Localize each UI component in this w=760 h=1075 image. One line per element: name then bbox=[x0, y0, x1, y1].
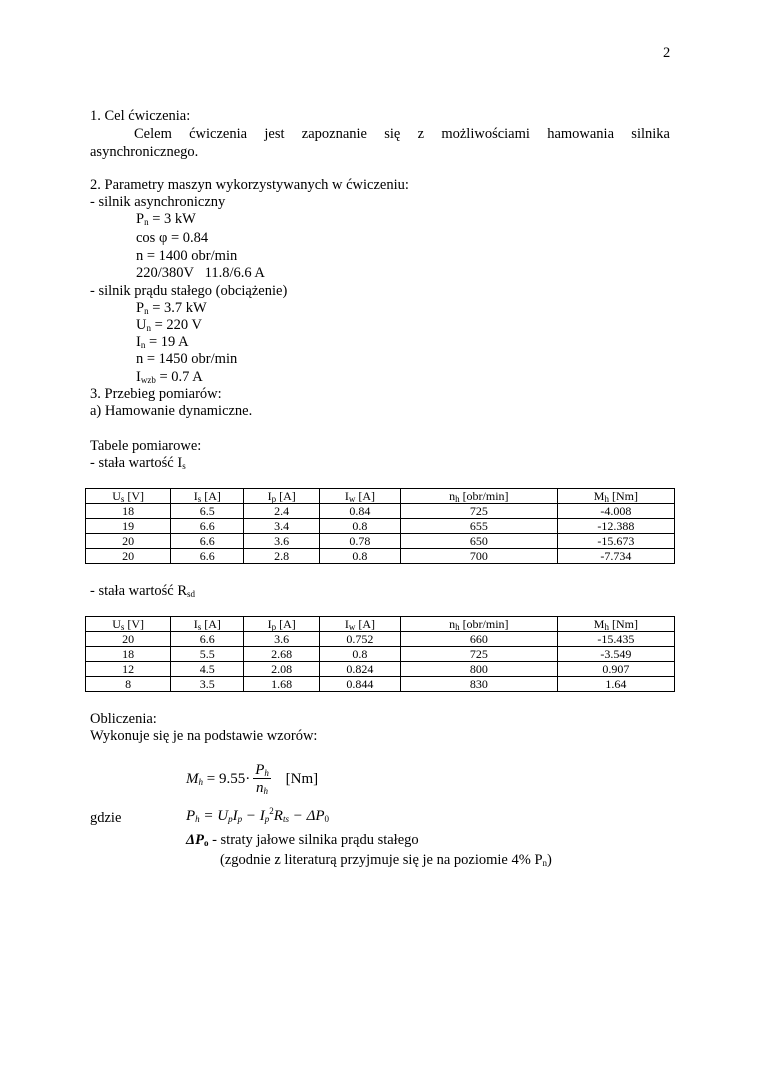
table-cell: 20 bbox=[86, 534, 171, 549]
table-cell: 18 bbox=[86, 504, 171, 519]
table-cell: -15.435 bbox=[557, 632, 674, 647]
table-cell: -4.008 bbox=[557, 504, 674, 519]
motor1-voltage: 220/380V 11.8/6.6 A bbox=[136, 265, 265, 281]
table-cell: 2.8 bbox=[244, 549, 320, 564]
table-header-row bbox=[86, 617, 675, 632]
table-cell: 725 bbox=[400, 504, 557, 519]
section1-word: zapoznanie bbox=[301, 126, 367, 142]
table1-label: - stała wartość $I_s$ bbox=[90, 455, 186, 471]
table-cell: -3.549 bbox=[557, 647, 674, 662]
table-cell: 660 bbox=[400, 632, 557, 647]
table-header-cell: $I_w$ [A] bbox=[320, 489, 401, 504]
table-row bbox=[86, 519, 675, 534]
page-number: 2 bbox=[663, 45, 671, 61]
formula-torque: $M_h = 9.55\cdot$ $\frac{P_h}{n_h}$ [Nm] bbox=[186, 762, 319, 796]
table-header-cell: $n_h$ [obr/min] bbox=[400, 617, 557, 632]
table-cell: 650 bbox=[400, 534, 557, 549]
table-cell: 830 bbox=[400, 677, 557, 692]
table-header-cell: $I_w$ [A] bbox=[320, 617, 401, 632]
section1-word: ćwiczenia bbox=[189, 126, 248, 142]
table-row bbox=[86, 662, 675, 677]
section1-word: silnika bbox=[631, 126, 670, 142]
table-cell: 725 bbox=[400, 647, 557, 662]
table-cell: 20 bbox=[86, 632, 171, 647]
section1-line1 bbox=[90, 125, 670, 143]
table-cell: 3.6 bbox=[244, 534, 320, 549]
table-cell: 5.5 bbox=[171, 647, 244, 662]
motor2-excitation: $I_{wzb} = 0.7$ A bbox=[136, 369, 203, 385]
section1-word: się bbox=[384, 126, 401, 142]
table-cell: 3.6 bbox=[244, 632, 320, 647]
section3-heading: 3. Przebieg pomiarów: bbox=[90, 386, 222, 402]
table-cell: 6.6 bbox=[171, 549, 244, 564]
section3-sub-a: a) Hamowanie dynamiczne. bbox=[90, 403, 253, 419]
table-cell: 6.6 bbox=[171, 534, 244, 549]
table-cell: 20 bbox=[86, 549, 171, 564]
motor2-speed: n = 1450 obr/min bbox=[136, 351, 238, 367]
section1-word: hamowania bbox=[547, 126, 615, 142]
loss-definition: $\Delta P_o$ - straty jałowe silnika prądu stałego bbox=[186, 832, 419, 848]
table-cell: 0.8 bbox=[320, 549, 401, 564]
section1-word: możliwościami bbox=[441, 126, 530, 142]
table-cell: 655 bbox=[400, 519, 557, 534]
table-header-cell: $I_s$ [A] bbox=[171, 489, 244, 504]
table-header-cell: $I_p$ [A] bbox=[244, 489, 320, 504]
table-header-cell: $I_s$ [A] bbox=[171, 617, 244, 632]
loss-note: (zgodnie z literaturą przyjmuje się je na poziomie 4% $P_n$) bbox=[220, 852, 552, 868]
motor2-voltage: $U_n = 220$ V bbox=[136, 317, 202, 333]
table-cell: 0.824 bbox=[320, 662, 401, 677]
table-row bbox=[86, 504, 675, 519]
formula-power: $P_h = U_pI_p - I_p^2R_{ts} - \Delta P_0$ bbox=[186, 806, 330, 824]
table2-label: - stała wartość $R_{sd}$ bbox=[90, 583, 196, 599]
section1-line2: asynchronicznego. bbox=[90, 144, 199, 160]
section1-word: z bbox=[417, 126, 425, 142]
table-header-cell: $U_s$ [V] bbox=[86, 617, 171, 632]
table-cell: 0.844 bbox=[320, 677, 401, 692]
table-cell: 19 bbox=[86, 519, 171, 534]
motor2-current: $I_n = 19$ A bbox=[136, 334, 189, 350]
calc-heading: Obliczenia: bbox=[90, 711, 157, 727]
table-header-cell: $n_h$ [obr/min] bbox=[400, 489, 557, 504]
table-cell: 0.8 bbox=[320, 519, 401, 534]
table-row bbox=[86, 534, 675, 549]
section1-paragraph bbox=[90, 125, 670, 161]
table-header-cell: $U_s$ [V] bbox=[86, 489, 171, 504]
table-cell: 0.907 bbox=[557, 662, 674, 677]
motor1-cos: cos φ = 0.84 bbox=[136, 230, 209, 246]
table-cell: 0.752 bbox=[320, 632, 401, 647]
tables-heading: Tabele pomiarowe: bbox=[90, 438, 202, 454]
gdzie-label: gdzie bbox=[90, 810, 122, 826]
table-cell: 12 bbox=[86, 662, 171, 677]
table-cell: 8 bbox=[86, 677, 171, 692]
table-row bbox=[86, 647, 675, 662]
table-cell: 6.6 bbox=[171, 632, 244, 647]
table-cell: -7.734 bbox=[557, 549, 674, 564]
measurement-table-2 bbox=[85, 616, 675, 692]
table-cell: 6.6 bbox=[171, 519, 244, 534]
table-cell: 2.68 bbox=[244, 647, 320, 662]
torque-fraction: $\frac{P_h}{n_h}$ bbox=[255, 762, 269, 796]
table-cell: -12.388 bbox=[557, 519, 674, 534]
table-cell: 2.08 bbox=[244, 662, 320, 677]
table-cell: 0.84 bbox=[320, 504, 401, 519]
table-row bbox=[86, 632, 675, 647]
table-header-cell: $M_h$ [Nm] bbox=[557, 489, 674, 504]
table-cell: 800 bbox=[400, 662, 557, 677]
motor1-power: $P_n = 3$ kW bbox=[136, 211, 196, 227]
table-header-row bbox=[86, 489, 675, 504]
section1-word: jest bbox=[264, 126, 285, 142]
section1-word: Celem bbox=[134, 126, 172, 142]
table-cell: 3.4 bbox=[244, 519, 320, 534]
motor2-title: - silnik prądu stałego (obciążenie) bbox=[90, 283, 288, 299]
table-cell: 1.68 bbox=[244, 677, 320, 692]
table-cell: 2.4 bbox=[244, 504, 320, 519]
table-cell: 3.5 bbox=[171, 677, 244, 692]
motor1-title: - silnik asynchroniczny bbox=[90, 194, 226, 210]
calc-intro: Wykonuje się je na podstawie wzorów: bbox=[90, 728, 318, 744]
motor2-power: $P_n = 3.7$ kW bbox=[136, 300, 207, 316]
table-cell: 18 bbox=[86, 647, 171, 662]
table-cell: 0.78 bbox=[320, 534, 401, 549]
table-row bbox=[86, 549, 675, 564]
table-cell: 1.64 bbox=[557, 677, 674, 692]
section2-heading: 2. Parametry maszyn wykorzystywanych w ćwiczeniu: bbox=[90, 177, 409, 193]
motor1-speed: n = 1400 obr/min bbox=[136, 248, 238, 264]
table-header-cell: $I_p$ [A] bbox=[244, 617, 320, 632]
section1-heading: 1. Cel ćwiczenia: bbox=[90, 108, 191, 124]
table-cell: -15.673 bbox=[557, 534, 674, 549]
table-cell: 0.8 bbox=[320, 647, 401, 662]
table-cell: 6.5 bbox=[171, 504, 244, 519]
measurement-table-1 bbox=[85, 488, 675, 564]
table-header-cell: $M_h$ [Nm] bbox=[557, 617, 674, 632]
table-row bbox=[86, 677, 675, 692]
table-cell: 700 bbox=[400, 549, 557, 564]
table-cell: 4.5 bbox=[171, 662, 244, 677]
